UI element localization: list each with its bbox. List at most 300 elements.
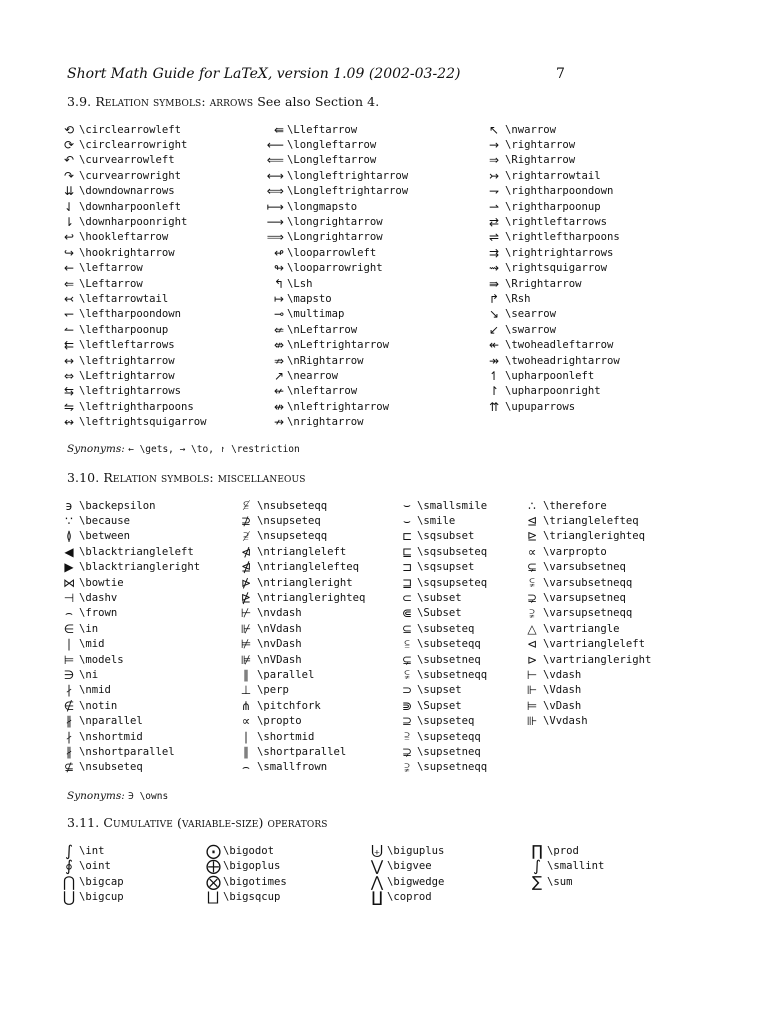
- symbol-glyph: ∦: [66, 714, 72, 729]
- symbol-command: \supseteq: [417, 715, 475, 728]
- symbol-glyph: ⇈: [488, 399, 500, 414]
- symbol-entry: [238, 652, 365, 667]
- misc-synonyms: [67, 790, 168, 802]
- symbol-command: \nearrow: [287, 369, 339, 382]
- symbol-command: \biguplus: [387, 844, 445, 857]
- symbol-command: \bigodot: [223, 844, 275, 857]
- symbol-command: \Rightarrow: [505, 154, 576, 167]
- operators-column-3: [370, 843, 444, 905]
- symbol-entry: [206, 874, 287, 890]
- misc-column-3: [400, 498, 487, 775]
- symbol-command: \rightharpoonup: [505, 200, 601, 213]
- misc-column-2: [238, 498, 365, 775]
- symbol-entry: [62, 291, 207, 306]
- symbol-command: \leftrightarrow: [79, 354, 175, 367]
- symbol-command: \swarrow: [505, 323, 557, 336]
- symbol-command: \downharpoonright: [79, 216, 188, 229]
- section-title: Relation symbols: miscellaneous: [103, 470, 306, 485]
- symbol-glyph: ⫌: [404, 759, 410, 774]
- symbol-glyph: ⊊: [401, 652, 413, 667]
- symbol-entry: [62, 683, 200, 698]
- symbol-command: \mid: [79, 638, 105, 651]
- symbol-glyph: ⊮: [240, 621, 252, 636]
- symbol-glyph: ↾: [488, 384, 500, 399]
- symbol-entry: [238, 637, 365, 652]
- synonyms-text: ∋ \owns: [128, 791, 169, 802]
- symbol-entry: [244, 184, 408, 199]
- symbol-glyph: ⊨: [63, 652, 75, 667]
- symbol-glyph: ⇃: [63, 199, 75, 214]
- symbol-command: \shortparallel: [257, 745, 347, 758]
- symbol-command: \Leftrightarrow: [79, 369, 175, 382]
- symbol-command: \blacktriangleright: [79, 561, 201, 574]
- operators-column-4: [530, 843, 604, 890]
- symbol-command: \frown: [79, 607, 118, 620]
- symbol-entry: [62, 384, 207, 399]
- symbol-command: \twoheadleftarrow: [505, 339, 614, 352]
- symbol-entry: [486, 307, 620, 322]
- symbol-command: \perp: [257, 684, 289, 697]
- symbol-command: \rightarrowtail: [505, 169, 601, 182]
- symbol-glyph: ⋫: [240, 575, 252, 590]
- symbol-entry: [524, 590, 651, 605]
- symbol-command: \nvDash: [257, 638, 302, 651]
- symbol-entry: [400, 698, 487, 713]
- symbol-command: \twoheadrightarrow: [505, 354, 620, 367]
- symbol-glyph: ⇂: [63, 215, 75, 230]
- symbol-entry: [62, 137, 207, 152]
- symbol-glyph: ⫆: [404, 729, 410, 744]
- symbol-entry: [244, 137, 408, 152]
- symbol-command: \leftharpoondown: [79, 308, 182, 321]
- symbol-command: \nsubseteq: [79, 761, 143, 774]
- symbol-glyph: ⫅: [404, 636, 410, 651]
- symbol-command: \oint: [79, 860, 111, 873]
- symbol-glyph: ∣: [66, 637, 72, 652]
- symbol-command: \nshortparallel: [79, 745, 175, 758]
- symbol-entry: [530, 859, 604, 875]
- symbol-glyph: ⇇: [63, 338, 75, 353]
- symbol-glyph: ⋪: [240, 544, 252, 559]
- symbol-entry: [400, 652, 487, 667]
- symbol-glyph: ⊑: [401, 544, 413, 559]
- symbol-glyph: ⋀: [370, 872, 384, 891]
- symbol-glyph: ⨆: [206, 888, 219, 907]
- symbol-entry: [530, 874, 604, 890]
- symbol-entry: [62, 214, 207, 229]
- symbol-command: \upharpoonleft: [505, 369, 595, 382]
- symbol-entry: [238, 590, 365, 605]
- symbol-entry: [524, 698, 651, 713]
- symbol-command: \vartriangleleft: [543, 638, 646, 651]
- symbol-entry: [62, 621, 200, 636]
- symbol-glyph: ⟸: [266, 153, 284, 168]
- symbol-glyph: ⊨: [526, 698, 538, 713]
- symbol-glyph: ⊒: [401, 575, 413, 590]
- symbol-glyph: ⋈: [63, 575, 75, 590]
- symbol-entry: [524, 621, 651, 636]
- symbol-entry: [238, 575, 365, 590]
- symbol-entry: [524, 606, 651, 621]
- symbol-glyph: ↷: [63, 168, 75, 183]
- symbol-entry: [244, 368, 408, 383]
- symbol-glyph: ∝: [527, 544, 537, 559]
- symbol-command: \bowtie: [79, 576, 124, 589]
- symbol-entry: [400, 560, 487, 575]
- symbol-entry: [244, 414, 408, 429]
- symbol-command: \Longrightarrow: [287, 231, 383, 244]
- symbol-command: \Rrightarrow: [505, 277, 582, 290]
- symbol-glyph: ↗: [273, 368, 284, 383]
- symbol-command: \varsubsetneq: [543, 561, 626, 574]
- symbol-glyph: ↖: [488, 122, 500, 137]
- symbol-command: \leftarrowtail: [79, 292, 169, 305]
- symbol-command: \supsetneqq: [417, 761, 488, 774]
- symbol-glyph: ∵: [65, 514, 73, 529]
- symbol-glyph: ⊢: [526, 667, 538, 682]
- symbol-glyph: ⋔: [240, 698, 252, 713]
- symbol-glyph: ≬: [66, 529, 72, 544]
- symbol-glyph: ⌢: [242, 759, 250, 774]
- symbol-glyph: ⟺: [266, 184, 284, 199]
- symbol-glyph: ⇌: [488, 230, 500, 245]
- symbol-entry: [244, 337, 408, 352]
- symbol-entry: [238, 529, 365, 544]
- symbol-command: \curvearrowright: [79, 169, 182, 182]
- symbol-entry: [524, 652, 651, 667]
- symbol-entry: [486, 137, 620, 152]
- symbol-entry: [244, 214, 408, 229]
- symbol-glyph: ∴: [528, 498, 536, 513]
- symbol-entry: [486, 353, 620, 368]
- symbol-command: \circlearrowright: [79, 139, 188, 152]
- symbol-entry: [244, 353, 408, 368]
- symbol-entry: [62, 874, 124, 890]
- symbol-command: \smallfrown: [257, 761, 328, 774]
- symbol-command: \hookleftarrow: [79, 231, 169, 244]
- symbol-glyph: ∋: [63, 667, 75, 682]
- symbol-command: \subset: [417, 592, 462, 605]
- symbol-command: \longrightarrow: [287, 216, 383, 229]
- symbol-command: \subseteq: [417, 622, 475, 635]
- symbol-glyph: ↫: [273, 245, 284, 260]
- synonyms-label: Synonyms:: [67, 790, 125, 802]
- symbol-entry: [238, 713, 365, 728]
- symbol-command: \subseteqq: [417, 638, 481, 651]
- symbol-entry: [62, 337, 207, 352]
- symbol-entry: [524, 575, 651, 590]
- symbol-glyph: ⊇: [401, 714, 413, 729]
- symbol-command: \rightsquigarrow: [505, 262, 608, 275]
- symbol-command: \vdash: [543, 668, 582, 681]
- symbol-glyph: ∉: [63, 698, 75, 713]
- symbol-entry: [400, 637, 487, 652]
- symbol-glyph: ⟲: [63, 122, 75, 137]
- symbol-entry: [524, 498, 651, 513]
- symbol-command: \downharpoonleft: [79, 200, 182, 213]
- symbol-command: \dashv: [79, 592, 118, 605]
- symbol-command: \leftharpoonup: [79, 323, 169, 336]
- symbol-glyph: ∤: [66, 729, 72, 744]
- symbol-entry: [400, 667, 487, 682]
- symbol-glyph: ⟵: [266, 138, 284, 153]
- symbol-command: \coprod: [387, 891, 432, 904]
- symbol-command: \smile: [417, 515, 456, 528]
- symbol-command: \bigoplus: [223, 860, 281, 873]
- symbol-entry: [400, 760, 487, 775]
- symbol-entry: [62, 184, 207, 199]
- symbol-glyph: ↬: [273, 261, 284, 276]
- symbol-command: \trianglelefteq: [543, 515, 639, 528]
- symbol-glyph: ⫌: [529, 605, 535, 620]
- symbol-entry: [370, 890, 444, 906]
- symbol-entry: [62, 414, 207, 429]
- symbol-glyph: ⊏: [401, 529, 413, 544]
- page-header-title: Short Math Guide for LaTeX, version 1.09 (2002-03-22): [67, 66, 461, 82]
- symbol-entry: [244, 384, 408, 399]
- symbol-entry: [486, 337, 620, 352]
- symbol-glyph: ⇔: [63, 368, 75, 383]
- symbol-entry: [238, 744, 365, 759]
- symbol-glyph: ⇋: [63, 399, 75, 414]
- symbol-entry: [400, 513, 487, 528]
- symbol-entry: [370, 874, 444, 890]
- symbol-entry: [62, 353, 207, 368]
- symbol-command: \rightrightarrows: [505, 246, 614, 259]
- symbol-command: \nleftarrow: [287, 385, 358, 398]
- symbol-entry: [62, 637, 200, 652]
- symbol-command: \nshortmid: [79, 730, 143, 743]
- symbol-entry: [62, 529, 200, 544]
- symbol-entry: [62, 590, 200, 605]
- symbol-glyph: ↣: [488, 168, 500, 183]
- synonyms-text: ← \gets, → \to, ↾ \restriction: [128, 444, 300, 455]
- symbol-glyph: ←: [63, 261, 75, 276]
- symbol-glyph: ⟹: [266, 230, 284, 245]
- symbol-command: \subsetneqq: [417, 668, 488, 681]
- symbol-glyph: ⌢: [65, 605, 73, 620]
- symbol-glyph: ⊋: [401, 744, 413, 759]
- symbol-entry: [244, 322, 408, 337]
- symbol-glyph: ⋁: [370, 857, 384, 876]
- symbol-glyph: ⇛: [488, 276, 500, 291]
- symbol-glyph: ⨁: [206, 857, 221, 876]
- symbol-entry: [486, 153, 620, 168]
- symbol-entry: [400, 744, 487, 759]
- symbol-glyph: ⇐: [63, 276, 75, 291]
- symbol-entry: [486, 230, 620, 245]
- symbol-glyph: ⫆̸: [243, 528, 249, 543]
- symbol-command: \nsupseteq: [257, 515, 321, 528]
- symbol-entry: [244, 276, 408, 291]
- symbol-command: \leftleftarrows: [79, 339, 175, 352]
- symbol-entry: [62, 122, 207, 137]
- symbol-glyph: ▶: [64, 560, 74, 575]
- symbol-command: \notin: [79, 699, 118, 712]
- symbol-glyph: ⇉: [488, 245, 500, 260]
- symbol-command: \bigwedge: [387, 875, 445, 888]
- symbol-glyph: ↮: [273, 399, 284, 414]
- symbol-glyph: →: [488, 138, 500, 153]
- symbol-command: \Lleftarrow: [287, 123, 358, 136]
- symbol-entry: [524, 667, 651, 682]
- symbol-command: \Longleftarrow: [287, 154, 377, 167]
- symbol-entry: [370, 843, 444, 859]
- symbol-entry: [400, 683, 487, 698]
- symbol-glyph: ↽: [63, 307, 75, 322]
- symbol-entry: [238, 683, 365, 698]
- symbol-entry: [486, 276, 620, 291]
- symbol-glyph: ⇀: [488, 199, 500, 214]
- symbol-entry: [400, 729, 487, 744]
- symbol-entry: [206, 843, 287, 859]
- symbol-entry: [244, 230, 408, 245]
- symbol-glyph: ↛: [273, 415, 284, 430]
- section-title: Cumulative (variable-size) operators: [103, 815, 328, 830]
- symbol-entry: [486, 214, 620, 229]
- symbol-command: \smallsmile: [417, 499, 488, 512]
- symbol-glyph: ⊪: [526, 714, 538, 729]
- symbol-command: \varsubsetneqq: [543, 576, 633, 589]
- symbol-glyph: ∣: [243, 729, 249, 744]
- symbol-entry: [62, 890, 124, 906]
- symbol-command: \Rsh: [505, 292, 531, 305]
- symbol-entry: [62, 713, 200, 728]
- symbol-command: \longmapsto: [287, 200, 358, 213]
- symbol-entry: [62, 652, 200, 667]
- symbol-glyph: ⟶: [266, 215, 284, 230]
- symbol-entry: [62, 513, 200, 528]
- symbol-entry: [62, 245, 207, 260]
- symbol-command: \Subset: [417, 607, 462, 620]
- symbol-glyph: ⟼: [266, 199, 284, 214]
- symbol-command: \prod: [547, 844, 579, 857]
- symbol-glyph: ⫅̸: [243, 498, 249, 513]
- symbol-command: \bigcap: [79, 875, 124, 888]
- symbol-command: \Longleftrightarrow: [287, 185, 409, 198]
- symbol-entry: [206, 859, 287, 875]
- section-title: Relation symbols: arrows: [95, 94, 254, 109]
- symbol-glyph: ⌣: [403, 513, 411, 528]
- symbol-glyph: ⊂: [401, 591, 413, 606]
- misc-column-1: [62, 498, 200, 775]
- symbol-command: \therefore: [543, 499, 607, 512]
- symbol-command: \leftrightarrows: [79, 385, 182, 398]
- symbol-entry: [238, 560, 365, 575]
- symbol-glyph: ⇍: [273, 322, 284, 337]
- symbol-entry: [400, 575, 487, 590]
- symbol-command: \Supset: [417, 699, 462, 712]
- symbol-entry: [486, 245, 620, 260]
- symbol-command: \multimap: [287, 308, 345, 321]
- symbol-command: \supset: [417, 684, 462, 697]
- symbol-glyph: ∤: [66, 683, 72, 698]
- symbol-entry: [206, 890, 287, 906]
- symbol-entry: [400, 713, 487, 728]
- symbol-glyph: ⨄: [370, 841, 384, 860]
- symbol-glyph: ⇁: [488, 184, 500, 199]
- symbol-glyph: ⊃: [401, 683, 413, 698]
- symbol-entry: [486, 261, 620, 276]
- symbol-command: \parallel: [257, 668, 315, 681]
- symbol-glyph: ⊭: [240, 637, 252, 652]
- symbol-glyph: ∮: [65, 857, 73, 876]
- symbol-command: \upuparrows: [505, 400, 576, 413]
- symbol-entry: [62, 276, 207, 291]
- symbol-glyph: ⊸: [273, 307, 284, 322]
- symbol-command: \circlearrowleft: [79, 123, 182, 136]
- symbol-entry: [62, 261, 207, 276]
- symbol-command: \leftrightharpoons: [79, 400, 194, 413]
- symbol-glyph: ∑: [531, 872, 543, 891]
- symbol-entry: [244, 122, 408, 137]
- symbol-entry: [62, 199, 207, 214]
- symbol-command: \ntriangleright: [257, 576, 353, 589]
- symbol-entry: [62, 859, 124, 875]
- symbol-glyph: ⊬: [240, 606, 252, 621]
- symbol-glyph: ⋬: [240, 560, 252, 575]
- symbol-command: \nvdash: [257, 607, 302, 620]
- symbol-entry: [244, 245, 408, 260]
- symbol-entry: [238, 729, 365, 744]
- symbol-glyph: ↠: [488, 353, 500, 368]
- symbol-command: \ntriangleleft: [257, 545, 347, 558]
- symbol-glyph: ∥: [243, 667, 249, 682]
- symbol-entry: [486, 399, 620, 414]
- symbol-command: \supseteqq: [417, 730, 481, 743]
- symbol-entry: [524, 683, 651, 698]
- symbol-command: \shortmid: [257, 730, 315, 743]
- symbol-entry: [62, 168, 207, 183]
- symbol-command: \upharpoonright: [505, 385, 601, 398]
- symbol-glyph: ∈: [63, 621, 75, 636]
- section-heading-arrows: [67, 94, 379, 109]
- symbol-glyph: △: [527, 621, 537, 636]
- symbol-entry: [62, 843, 124, 859]
- symbol-command: \ntrianglerighteq: [257, 592, 366, 605]
- symbol-glyph: ⟷: [266, 168, 284, 183]
- symbol-command: \vartriangle: [543, 622, 620, 635]
- symbol-command: \vartriangleright: [543, 653, 652, 666]
- symbol-command: \sqsubseteq: [417, 545, 488, 558]
- symbol-glyph: ⇎: [273, 338, 284, 353]
- symbol-command: \supsetneq: [417, 745, 481, 758]
- arrows-column-2: [244, 122, 408, 430]
- symbol-entry: [244, 307, 408, 322]
- symbol-entry: [400, 544, 487, 559]
- symbol-glyph: ↔: [63, 353, 75, 368]
- symbol-command: \nwarrow: [505, 123, 557, 136]
- symbol-entry: [62, 230, 207, 245]
- symbol-glyph: ∦: [66, 744, 72, 759]
- symbol-command: \propto: [257, 715, 302, 728]
- symbol-entry: [238, 667, 365, 682]
- symbol-glyph: ⇄: [488, 215, 500, 230]
- arrows-column-3: [486, 122, 620, 414]
- section-heading-operators: [67, 815, 328, 830]
- symbol-glyph: ∫: [533, 857, 541, 876]
- symbol-glyph: ⊯: [240, 652, 252, 667]
- symbol-glyph: ⇊: [63, 184, 75, 199]
- symbol-entry: [238, 544, 365, 559]
- symbol-glyph: ↰: [273, 276, 284, 291]
- symbol-command: \rightleftarrows: [505, 216, 608, 229]
- symbol-entry: [62, 399, 207, 414]
- symbol-glyph: ⊳: [526, 652, 538, 667]
- symbol-entry: [62, 153, 207, 168]
- symbol-glyph: ⊆: [401, 621, 413, 636]
- section-see-also: See also Section 4.: [257, 94, 380, 109]
